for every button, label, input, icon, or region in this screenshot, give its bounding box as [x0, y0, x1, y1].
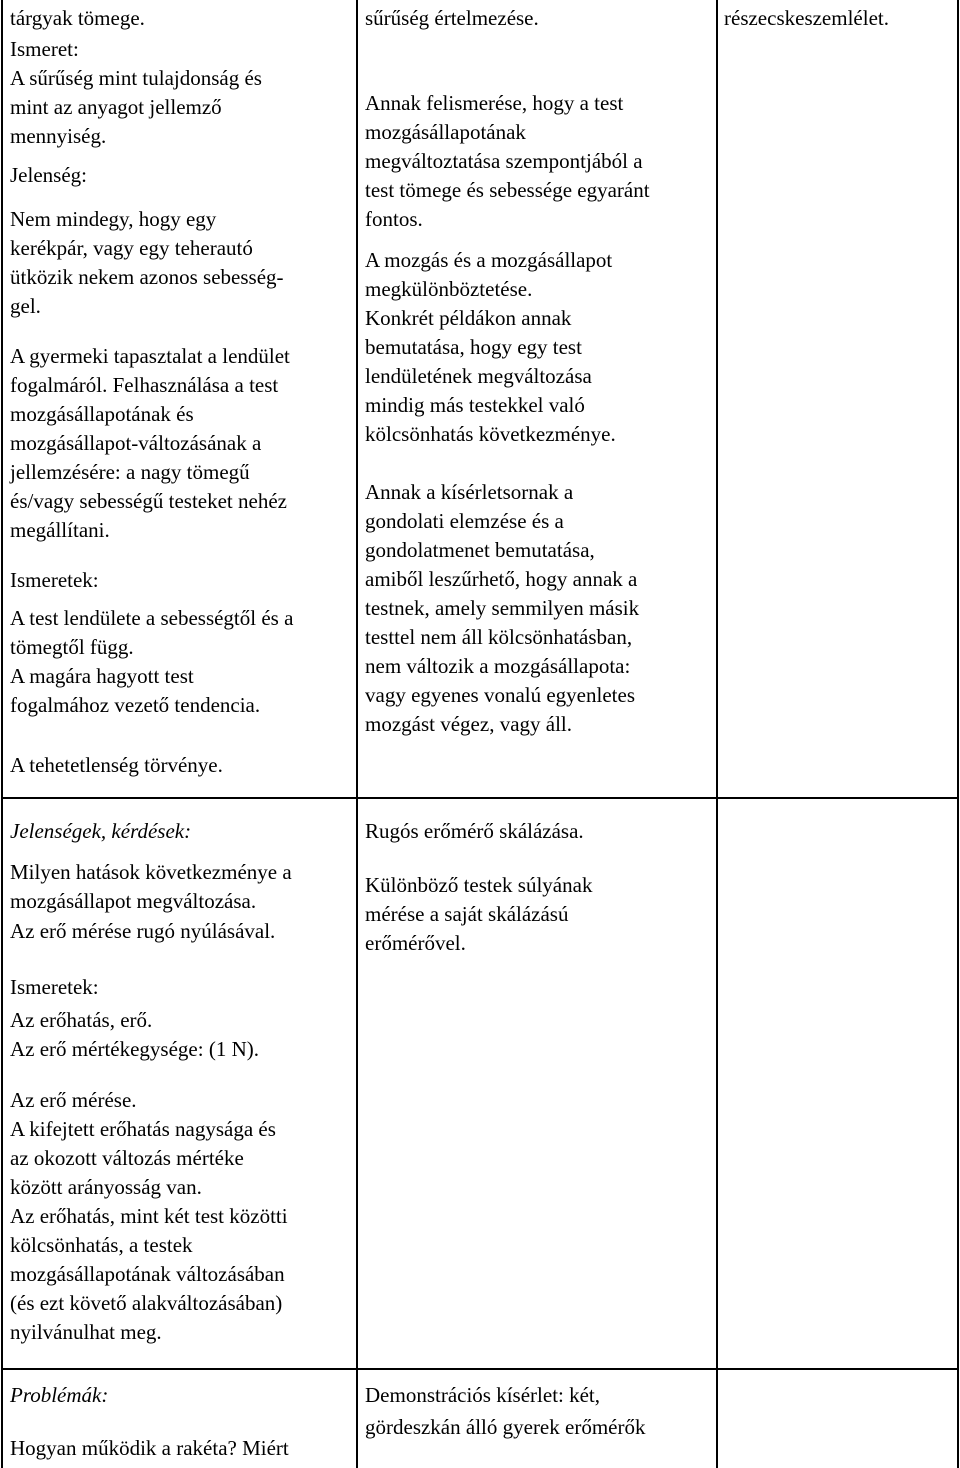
text-line: Ismeret: — [10, 37, 79, 61]
text-line: megváltoztatása szempontjából a — [365, 149, 643, 173]
text-line: gondolatmenet bemutatása, — [365, 538, 595, 562]
row1-col1-paragraph — [10, 35, 79, 64]
text-line: A mozgás és a mozgásállapot — [365, 248, 613, 272]
text-line: tömegtől függ. — [10, 635, 134, 659]
row1-col1-paragraph — [10, 4, 145, 33]
row2-col1-paragraph — [10, 973, 99, 1002]
text-line: testnek, amely semmilyen másik — [365, 596, 640, 620]
text-line: mozgásállapotának változásában — [10, 1262, 285, 1286]
text-line: gel. — [10, 294, 41, 318]
column-divider-1 — [356, 0, 358, 1468]
text-line: mint az anyagot jellemző — [10, 95, 222, 119]
row1-col1-paragraph — [10, 662, 260, 720]
text-line: A tehetetlenség törvénye. — [10, 753, 223, 777]
text-line: az okozott változás mértéke — [10, 1146, 244, 1170]
text-line: gördeszkán álló gyerek erőmérők — [365, 1415, 646, 1439]
row2-col1-paragraph — [10, 1006, 152, 1035]
row1-col2-paragraph — [365, 246, 612, 304]
row2-col1-paragraph — [10, 858, 292, 916]
text-line: Hogyan működik a rakéta? Miért — [10, 1436, 289, 1460]
text-line: mennyiség. — [10, 124, 107, 148]
row2-col1-paragraph — [10, 1202, 288, 1347]
row1-col3-paragraph — [724, 4, 889, 33]
text-line: Demonstrációs kísérlet: két, — [365, 1383, 601, 1407]
text-line: kölcsönhatás következménye. — [365, 422, 616, 446]
row-divider-1 — [1, 797, 959, 799]
text-line: ütközik nekem azonos sebesség- — [10, 265, 284, 289]
text-line: erőmérővel. — [365, 931, 466, 955]
text-line: mozgásállapot megváltozása. — [10, 889, 257, 913]
text-line: vagy egyenes vonalú egyenletes — [365, 683, 635, 707]
text-line: nem változik a mozgásállapota: — [365, 654, 631, 678]
text-line: Nem mindegy, hogy egy — [10, 207, 217, 231]
text-line: mozgásállapot-változásának a — [10, 431, 262, 455]
text-line: megállítani. — [10, 518, 110, 542]
text-line: mozgásállapotának — [365, 120, 526, 144]
text-line: fogalmáról. Felhasználása a test — [10, 373, 279, 397]
text-line: mozgásállapotának és — [10, 402, 194, 426]
text-line: Rugós erőmérő skálázása. — [365, 819, 584, 843]
text-line: sűrűség értelmezése. — [365, 6, 539, 30]
text-line: Az erőhatás, erő. — [10, 1008, 153, 1032]
row2-col1-paragraph — [10, 1086, 137, 1115]
text-line: Az erő mértékegysége: (1 N). — [10, 1037, 259, 1061]
row2-col1-paragraph — [10, 1035, 259, 1064]
text-line: Az erő mérése rugó nyúlásával. — [10, 919, 276, 943]
text-line: (és ezt követő alakváltozásában) — [10, 1291, 283, 1315]
column-divider-2 — [716, 0, 718, 1468]
row2-col1-paragraph — [10, 917, 275, 946]
row2-col2-paragraph — [365, 817, 584, 846]
text-line: Konkrét példákon annak — [365, 306, 572, 330]
row1-col1-paragraph — [10, 205, 284, 321]
text-line: A sűrűség mint tulajdonság és — [10, 66, 262, 90]
text-line: test tömege és sebessége egyaránt — [365, 178, 650, 202]
text-line: Az erőhatás, mint két test közötti — [10, 1204, 288, 1228]
text-line: testtel nem áll kölcsönhatásban, — [365, 625, 633, 649]
row1-col2-paragraph — [365, 478, 639, 739]
text-line: tárgyak tömege. — [10, 6, 145, 30]
text-line: A gyermeki tapasztalat a lendület — [10, 344, 290, 368]
text-line: kerékpár, vagy egy teherautó — [10, 236, 253, 260]
text-line: Jelenségek, kérdések: — [10, 819, 192, 843]
text-line: Jelenség: — [10, 163, 87, 187]
row1-col2-paragraph — [365, 304, 616, 449]
text-line: Különböző testek súlyának — [365, 873, 593, 897]
text-line: fogalmához vezető tendencia. — [10, 693, 261, 717]
text-line: lendületének megváltozása — [365, 364, 592, 388]
text-line: gondolati elemzése és a — [365, 509, 564, 533]
row-divider-2 — [1, 1368, 959, 1370]
row3-col2-paragraph — [365, 1381, 600, 1410]
row2-col1-paragraph — [10, 1115, 276, 1202]
row1-col2-paragraph — [365, 4, 539, 33]
text-line: Ismeretek: — [10, 568, 99, 592]
table-right-border — [957, 0, 959, 1468]
row1-col1-paragraph — [10, 161, 87, 190]
text-line: mozgást végez, vagy áll. — [365, 712, 573, 736]
text-line: jellemzésére: a nagy tömegű — [10, 460, 250, 484]
text-line: Annak a kísérletsornak a — [365, 480, 574, 504]
text-line: bemutatása, hogy egy test — [365, 335, 582, 359]
text-line: Milyen hatások következménye a — [10, 860, 292, 884]
row1-col1-paragraph — [10, 342, 290, 545]
text-line: mérése a saját skálázású — [365, 902, 569, 926]
text-line: Annak felismerése, hogy a test — [365, 91, 624, 115]
row3-col2-paragraph — [365, 1413, 645, 1442]
row1-col1-paragraph — [10, 64, 262, 151]
row3-col1-paragraph — [10, 1381, 108, 1410]
row2-col1-paragraph — [10, 817, 191, 846]
table-left-border — [1, 0, 3, 1468]
row1-col2-paragraph — [365, 89, 650, 234]
row1-col1-paragraph — [10, 604, 293, 662]
text-line: A kifejtett erőhatás nagysága és — [10, 1117, 276, 1141]
text-line: A test lendülete a sebességtől és a — [10, 606, 294, 630]
text-line: mindig más testekkel való — [365, 393, 585, 417]
row1-col1-paragraph — [10, 566, 99, 595]
text-line: A magára hagyott test — [10, 664, 194, 688]
text-line: részecskeszemlélet. — [724, 6, 889, 30]
text-line: és/vagy sebességű testeket nehéz — [10, 489, 287, 513]
text-line: között arányosság van. — [10, 1175, 202, 1199]
row1-col1-paragraph — [10, 751, 223, 780]
row2-col2-paragraph — [365, 871, 592, 958]
text-line: Problémák: — [10, 1383, 109, 1407]
text-line: amiből leszűrhető, hogy annak a — [365, 567, 638, 591]
text-line: fontos. — [365, 207, 423, 231]
text-line: nyilvánulhat meg. — [10, 1320, 162, 1344]
text-line: megkülönböztetése. — [365, 277, 533, 301]
row3-col1-paragraph — [10, 1434, 289, 1463]
text-line: Az erő mérése. — [10, 1088, 137, 1112]
text-line: kölcsönhatás, a testek — [10, 1233, 193, 1257]
text-line: Ismeretek: — [10, 975, 99, 999]
